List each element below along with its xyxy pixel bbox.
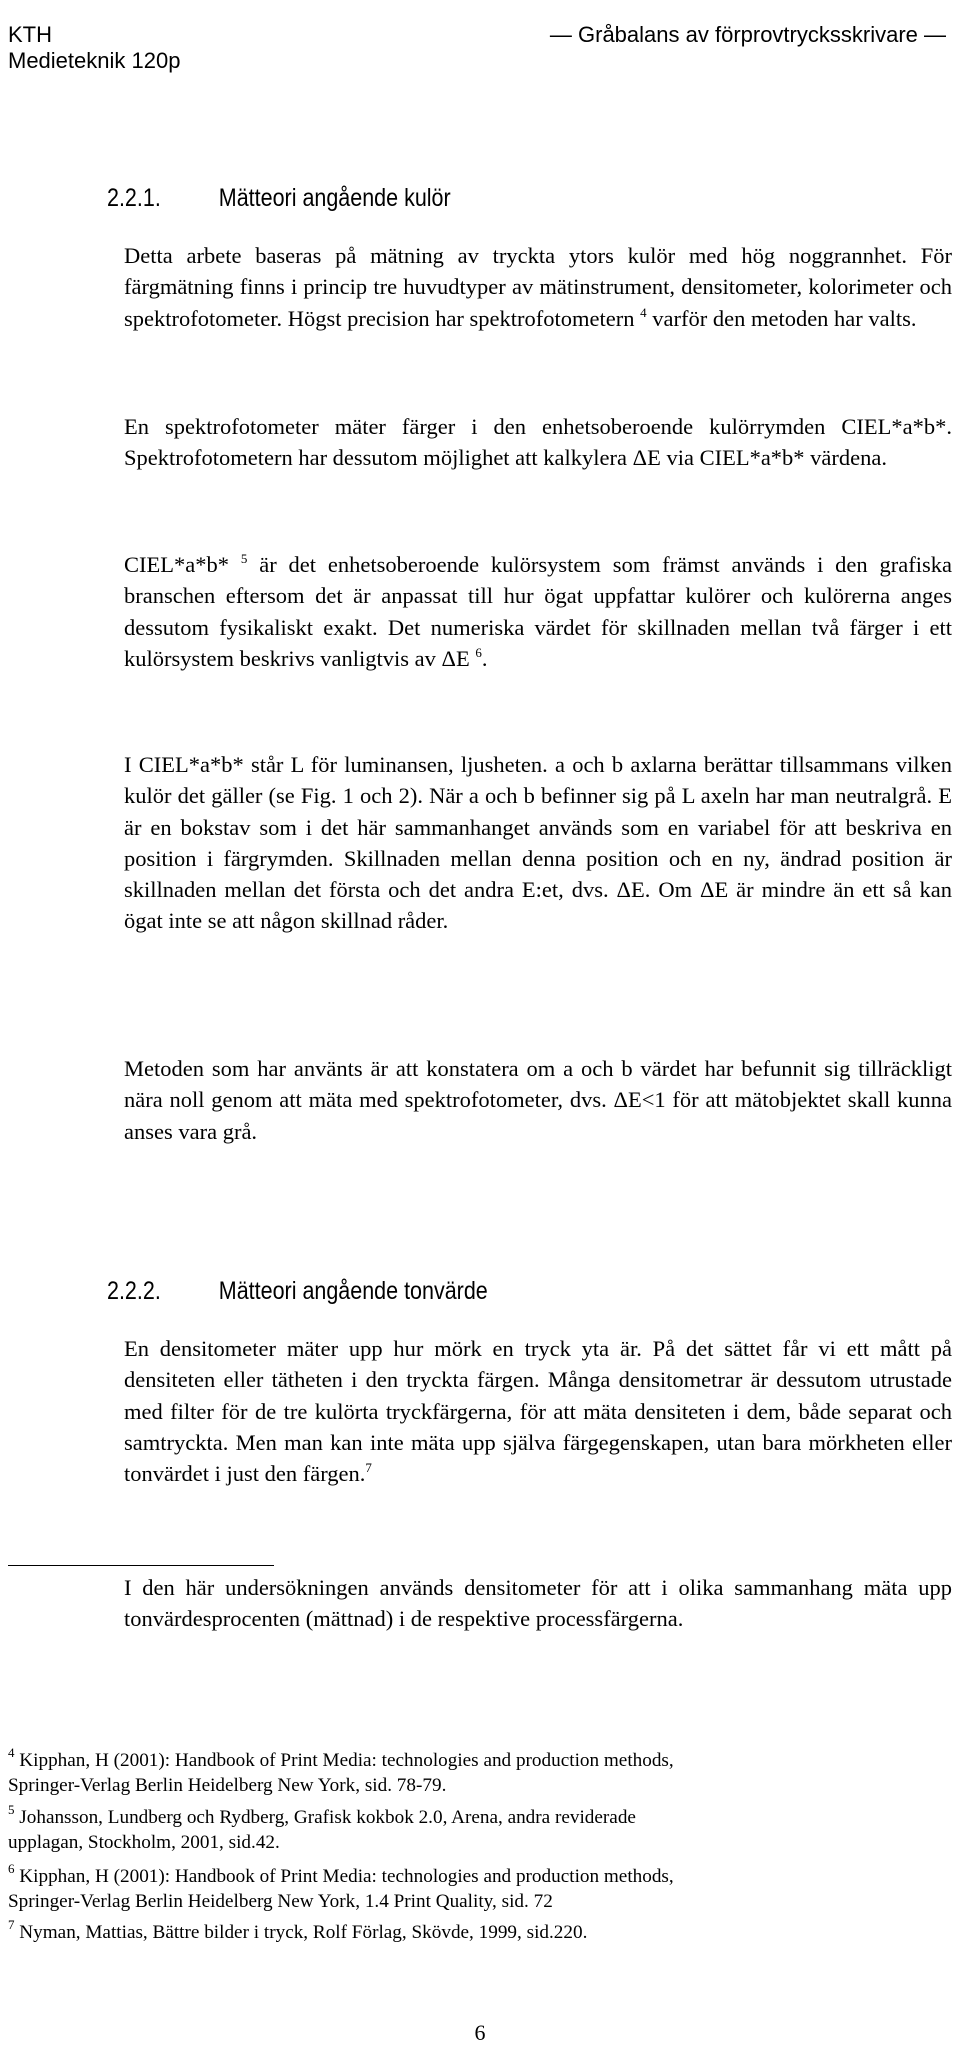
paragraph-text: CIEL*a*b* bbox=[124, 552, 241, 577]
paragraph-text: . bbox=[481, 645, 488, 671]
page-number: 6 bbox=[474, 2020, 486, 2045]
paragraph-text: ΔE. Om ΔE är mindre än ett så kan ögat inte se att någon skillnad råder. bbox=[124, 877, 953, 934]
running-header-title: ― Gråbalans av förprovtrycksskrivare ― bbox=[549, 22, 946, 47]
footnote-text: Springer-Verlag Berlin Heidelberg New York, 1.4 Print Quality, sid. 72 bbox=[8, 1891, 553, 1912]
footnote-ref-5: 5 bbox=[240, 551, 248, 566]
footnote-6 bbox=[8, 1861, 956, 1914]
footnote-text: Nyman, Mattias, Bättre bilder i tryck, Rolf Förlag, Skövde, 1999, sid.220. bbox=[19, 1922, 588, 1943]
paragraph-cielab bbox=[124, 549, 952, 674]
paragraph-measurement-intro bbox=[124, 240, 952, 334]
footnote-ref-7: 7 bbox=[365, 1460, 372, 1476]
footnote-number: 5 bbox=[8, 1802, 15, 1817]
footnote-text: Kipphan, H (2001): Handbook of Print Media: technologies and production methods, bbox=[19, 1866, 674, 1887]
footnote-text: Springer-Verlag Berlin Heidelberg New York, sid. 78-79. bbox=[8, 1775, 447, 1796]
section-title: Mätteori angående kulör bbox=[218, 184, 451, 212]
paragraph-densitometer bbox=[124, 1333, 952, 1489]
paragraph-text: En spektrofotometer mäter färger i den enhetsoberoende kulörrymden CIEL*a*b*. Spektrofotometern har dessutom möjlighet att kalkylera bbox=[124, 414, 952, 471]
footnote-number: 6 bbox=[8, 1861, 15, 1876]
paragraph-text: I CIEL*a*b* står L för luminansen, ljusheten. a och b axlarna berättar tillsammans vilken kulör det gäller (se Fig. 1 och 2). När a och b befinner sig på L axeln har man neutralgrå. E är en bokstav som i det här sammanhanget används som en variabel för att beskriva en position i färgrymden. Skillnaden mellan denna position och en ny, ändrad position är skillnaden mellan det första och det andra E:et, dvs. bbox=[124, 752, 952, 903]
running-header-left bbox=[8, 22, 180, 74]
header-program: Medieteknik 120p bbox=[8, 48, 181, 73]
footnote-4 bbox=[8, 1745, 956, 1798]
footnote-text: upplagan, Stockholm, 2001, sid.42. bbox=[8, 1832, 280, 1853]
paragraph-method: Metoden som har använts är att konstatera om a och b värdet har befunnit sig tillräckligt nära noll genom att mäta med spektrofotometer, dvs. ΔE<1 för att mätobjektet skall kunna anses vara grå. bbox=[124, 1056, 952, 1144]
footnote-5 bbox=[8, 1802, 956, 1855]
header-institution: KTH bbox=[8, 22, 52, 47]
paragraph-text: En densitometer mäter upp hur mörk en tryck yta är. På det sättet får vi ett mått på densiteten eller tätheten i den tryckta färgen. Många densitometrar är dessutom utrustade med filter för de tre kulörta tryckfärgerna, för att mäta densiteten i dem, både separat och samtryckta. Men man kan inte mäta upp själva färgegenskapen, utan bara mörkheten eller tonvärdet i just den färgen. bbox=[124, 1336, 952, 1487]
footnote-number: 7 bbox=[8, 1917, 15, 1932]
paragraph-text: ΔE via CIEL*a*b* värdena. bbox=[632, 445, 888, 471]
section-heading-2-2-1 bbox=[107, 183, 821, 213]
footnote-7 bbox=[8, 1917, 956, 1945]
section-number: 2.2.1. bbox=[107, 184, 161, 212]
paragraph-this-study: I den här undersökningen används densitometer för att i olika sammanhang mäta upp tonvärdesprocenten (mättnad) i de respektive processfärgerna. bbox=[124, 1575, 952, 1632]
section-number: 2.2.2. bbox=[107, 1277, 161, 1305]
paragraph-text: Detta arbete baseras på mätning av tryckta ytors kulör med hög noggrannhet. För färgmätning finns i princip tre huvudtyper av mätinstrument, densitometer, kolorimeter och spektrofotometer. Högst precision har spektrofotometern bbox=[124, 243, 952, 331]
footnote-ref-6: 6 bbox=[475, 644, 482, 660]
footnote-text: Johansson, Lundberg och Rydberg, Grafisk kokbok 2.0, Arena, andra reviderade bbox=[19, 1807, 636, 1828]
paragraph-text: är det enhetsoberoende kulörsystem som främst används i den grafiska branschen eftersom det är anpassat till hur ögat uppfattar kulörer och kulörerna anges dessutom fysikaliskt exakt. Det numeriska värdet för skillnaden mellan två färger i ett kulörsystem beskrivs vanligtvis av ΔE bbox=[124, 552, 952, 671]
paragraph-text: varför den metoden har valts. bbox=[646, 305, 917, 331]
section-title: Mätteori angående tonvärde bbox=[218, 1277, 488, 1305]
footnote-text: Kipphan, H (2001): Handbook of Print Media: technologies and production methods, bbox=[19, 1750, 674, 1771]
paragraph-lab-axes bbox=[124, 749, 952, 937]
footnote-number: 4 bbox=[8, 1745, 15, 1760]
footnote-ref-4: 4 bbox=[640, 304, 647, 320]
footnote-separator bbox=[8, 1565, 274, 1566]
section-heading-2-2-2 bbox=[107, 1276, 821, 1306]
paragraph-spectrophotometer bbox=[124, 411, 952, 474]
